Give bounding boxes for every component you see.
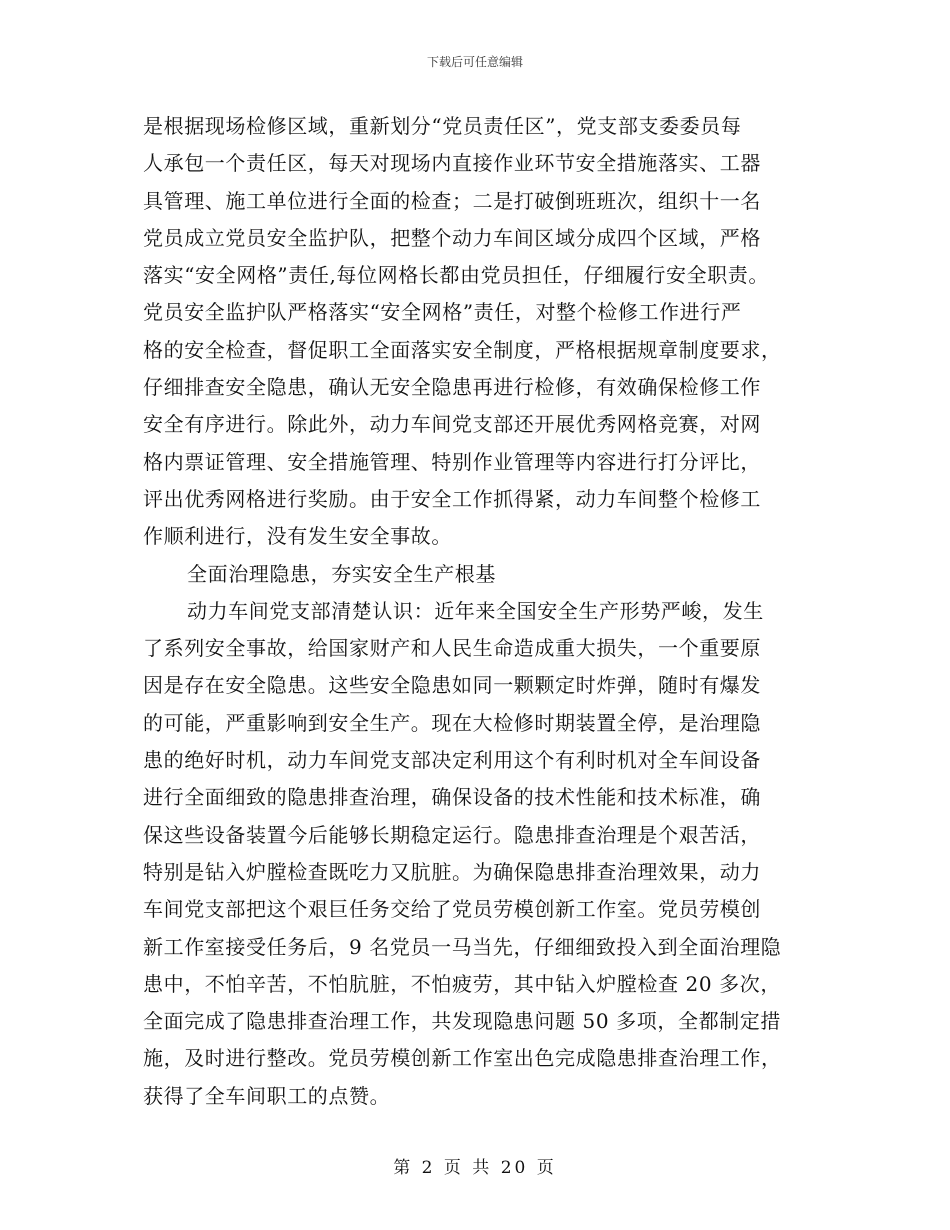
paragraph-line: 格内票证管理、安全措施管理、特别作业管理等内容进行打分评比， bbox=[143, 449, 761, 474]
paragraph-line: 人承包一个责任区，每天对现场内直接作业环节安全措施落实、工器 bbox=[143, 151, 761, 176]
paragraph-line: 格的安全检查，督促职工全面落实安全制度，严格根据规章制度要求， bbox=[143, 337, 782, 362]
paragraph-line: 作顺利进行，没有发生安全事故。 bbox=[143, 524, 452, 549]
paragraph-line: 特别是钻入炉膛检查既吃力又肮脏。为确保隐患排查治理效果，动力 bbox=[143, 859, 761, 884]
paragraph-line: 仔细排查安全隐患，确认无安全隐患再进行检修，有效确保检修工作 bbox=[143, 375, 761, 400]
paragraph-line: 新工作室接受任务后，9 名党员一马当先，仔细细致投入到全面治理隐 bbox=[143, 934, 782, 959]
paragraph-line: 获得了全车间职工的点赞。 bbox=[143, 1083, 391, 1108]
paragraph-line: 是根据现场检修区域，重新划分“党员责任区”，党支部支委委员每 bbox=[143, 114, 742, 138]
paragraph-line: 具管理、施工单位进行全面的检查；二是打破倒班班次，组织十一名 bbox=[143, 188, 761, 213]
paragraph-line: 安全有序进行。除此外，动力车间党支部还开展优秀网格竞赛，对网 bbox=[143, 412, 761, 437]
paragraph-line: 保这些设备装置今后能够长期稳定运行。隐患排查治理是个艰苦活， bbox=[143, 822, 761, 847]
paragraph-line: 评出优秀网格进行奖励。由于安全工作抓得紧，动力车间整个检修工 bbox=[143, 486, 761, 511]
paragraph-line: 党员安全监护队严格落实“安全网格”责任，对整个检修工作进行严 bbox=[143, 300, 742, 325]
page-footer: 第 2 页 共 20 页 bbox=[393, 1158, 557, 1178]
paragraph-line: 的可能，严重影响到安全生产。现在大检修时期装置全停，是治理隐 bbox=[143, 710, 761, 735]
page-header: 下载后可任意编辑 bbox=[426, 55, 523, 69]
document-body bbox=[143, 108, 833, 1115]
paragraph-line: 施，及时进行整改。党员劳模创新工作室出色完成隐患排查治理工作， bbox=[143, 1046, 782, 1071]
section-heading: 全面治理隐患，夯实安全生产根基 bbox=[187, 561, 496, 586]
paragraph-line: 因是存在安全隐患。这些安全隐患如同一颗颗定时炸弹，随时有爆发 bbox=[143, 673, 761, 698]
paragraph-line: 全面完成了隐患排查治理工作，共发现隐患问题 50 多项，全都制定措 bbox=[143, 1009, 781, 1034]
paragraph-line: 进行全面细致的隐患排查治理，确保设备的技术性能和技术标准，确 bbox=[143, 785, 761, 810]
paragraph-line: 党员成立党员安全监护队，把整个动力车间区域分成四个区域，严格 bbox=[143, 225, 761, 250]
paragraph-line: 了系列安全事故，给国家财产和人民生命造成重大损失，一个重要原 bbox=[143, 636, 761, 661]
paragraph-line: 患中，不怕辛苦，不怕肮脏，不怕疲劳，其中钻入炉膛检查 20 多次， bbox=[143, 971, 781, 996]
paragraph-line: 动力车间党支部清楚认识：近年来全国安全生产形势严峻，发生 bbox=[187, 598, 764, 623]
paragraph-line: 车间党支部把这个艰巨任务交给了党员劳模创新工作室。党员劳模创 bbox=[143, 897, 761, 922]
paragraph-line: 患的绝好时机，动力车间党支部决定利用这个有利时机对全车间设备 bbox=[143, 748, 761, 773]
paragraph-line: 落实“安全网格”责任,每位网格长都由党员担任，仔细履行安全职责。 bbox=[143, 263, 770, 288]
